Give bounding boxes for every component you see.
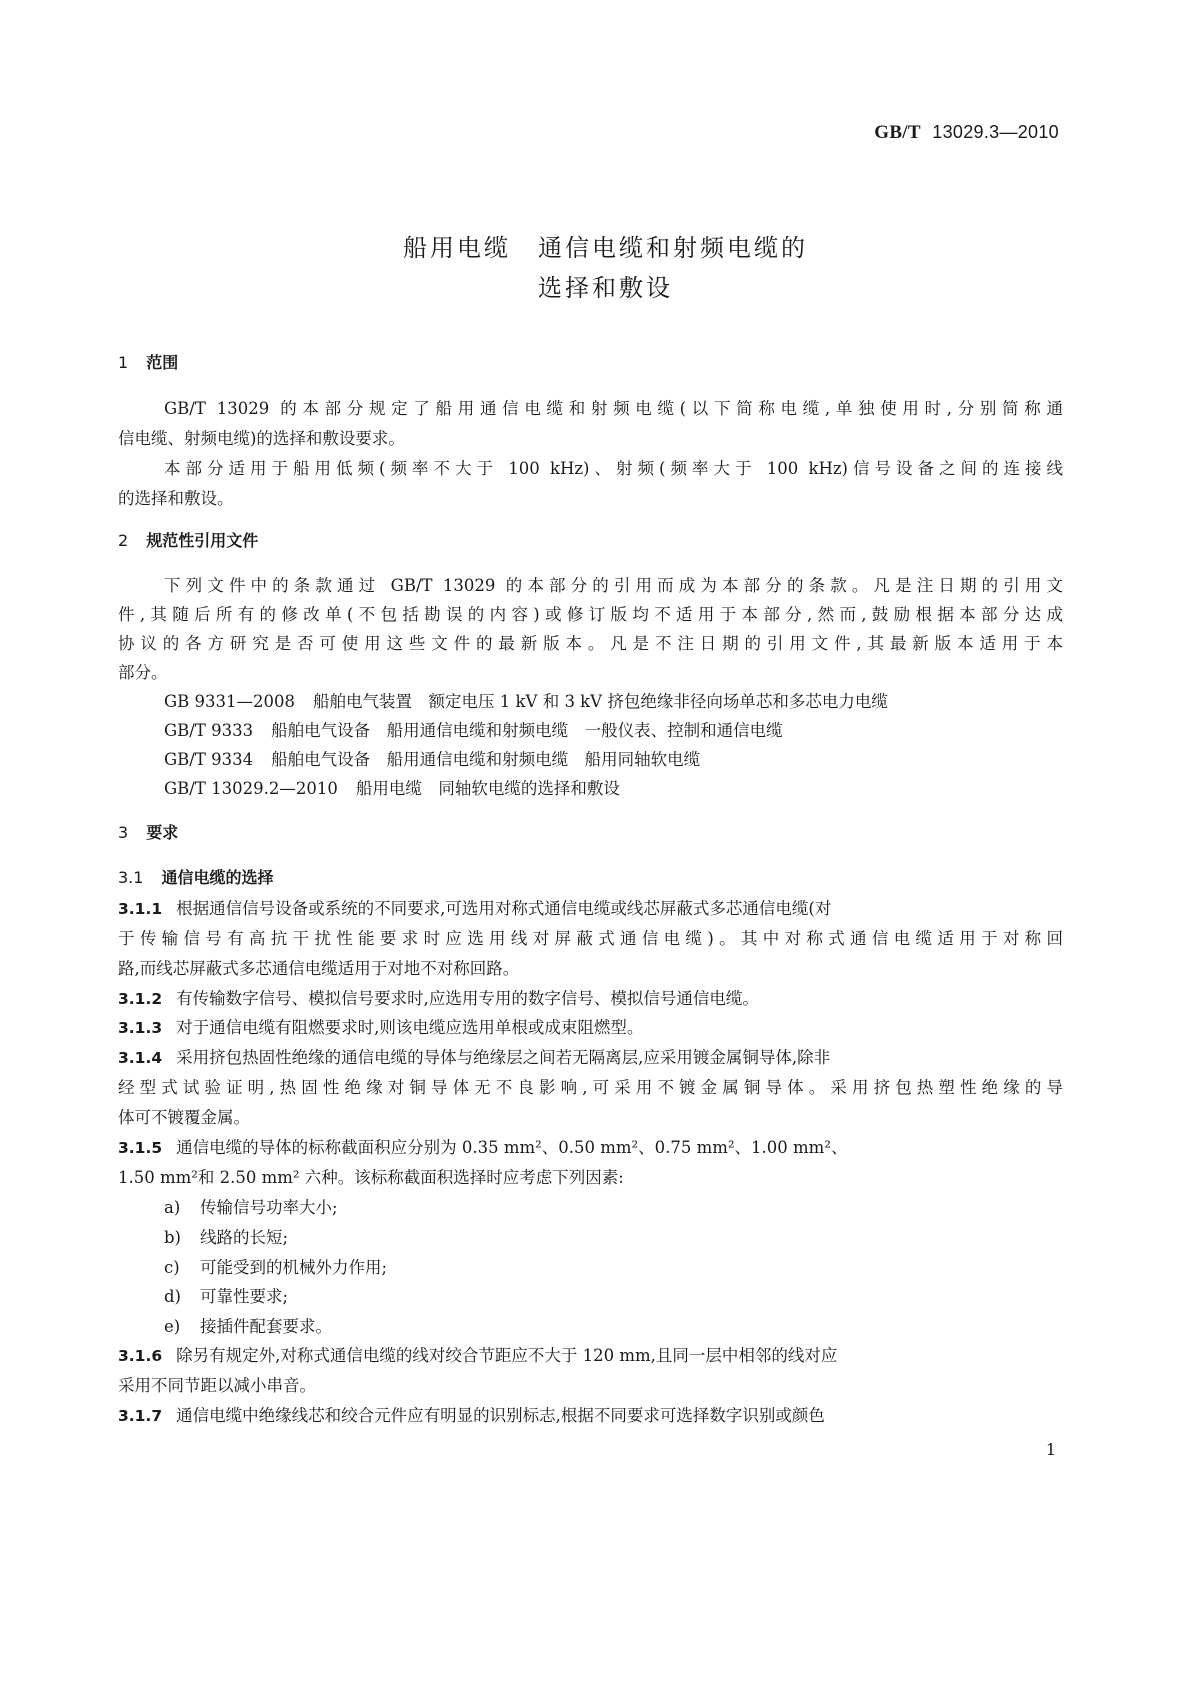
clause-3-1-7-line-1: 3.1.7 通信电缆中绝缘线芯和绞合元件应有明显的识别标志,根据不同要求可选择数字识别或颜色 [118,1406,825,1425]
document-title [0,228,1191,308]
section-1-para-1-line-1: GB/T 13029 的本部分规定了船用通信电缆和射频电缆(以下简称电缆,单独使用时,分别简称通 [164,399,1063,418]
clause-3-1-3: 3.1.3 对于通信电缆有阻燃要求时,则该电缆应选用单根或成束阻燃型。 [118,1018,644,1037]
standard-number: 13029.3—2010 [932,122,1059,142]
section-3-1-heading: 3.1 通信电缆的选择 [118,868,274,887]
clause-3-1-4-line-3: 体可不镀覆金属。 [118,1108,250,1127]
list-item: e) 接插件配套要求。 [164,1317,332,1336]
section-2-para-line-3: 协议的各方研究是否可使用这些文件的最新版本。凡是不注日期的引用文件,其最新版本适用于本 [118,634,1063,653]
list-item: c) 可能受到的机械外力作用; [164,1258,388,1277]
reference-item: GB/T 9334 船舶电气设备 船用通信电缆和射频电缆 船用同轴软电缆 [164,750,701,769]
section-1-heading: 1 范围 [118,353,179,372]
clause-3-1-5-line-1: 3.1.5 通信电缆的导体的标称截面积应分别为 0.35 mm²、0.50 mm²、0.75 mm²、1.00 mm²、 [118,1138,848,1157]
list-item: a) 传输信号功率大小; [164,1198,338,1217]
section-3-heading: 3 要求 [118,823,179,842]
standard-prefix: GB/T [874,122,921,143]
section-1-para-2-line-2: 的选择和敷设。 [118,489,234,508]
reference-item: GB 9331—2008 船舶电气装置 额定电压 1 kV 和 3 kV 挤包绝缘非径向场单芯和多芯电力电缆 [164,692,888,711]
page-number: 1 [1045,1440,1056,1459]
list-item: b) 线路的长短; [164,1228,289,1247]
clause-3-1-4-line-2: 经型式试验证明,热固性绝缘对铜导体无不良影响,可采用不镀金属铜导体。采用挤包热塑性绝缘的导 [118,1078,1063,1097]
clause-3-1-4-line-1: 3.1.4 采用挤包热固性绝缘的通信电缆的导体与绝缘层之间若无隔离层,应采用镀金属铜导体,除非 [118,1048,831,1067]
clause-3-1-1-line-1: 3.1.1 根据通信信号设备或系统的不同要求,可选用对称式通信电缆或线芯屏蔽式多芯通信电缆(对 [118,899,832,918]
list-item: d) 可靠性要求; [164,1287,289,1306]
clause-3-1-6-line-2: 采用不同节距以减小串音。 [118,1376,316,1395]
clause-3-1-1-line-2: 于传输信号有高抗干扰性能要求时应选用线对屏蔽式通信电缆)。其中对称式通信电缆适用于对称回 [118,929,1063,948]
section-2-heading: 2 规范性引用文件 [118,531,259,550]
section-2-para-line-1: 下列文件中的条款通过 GB/T 13029 的本部分的引用而成为本部分的条款。凡是注日期的引用文 [164,576,1063,595]
reference-item: GB/T 9333 船舶电气设备 船用通信电缆和射频电缆 一般仪表、控制和通信电缆 [164,721,783,740]
title-line-2: 选择和敷设 [538,274,673,302]
clause-3-1-1-line-3: 路,而线芯屏蔽式多芯通信电缆适用于对地不对称回路。 [118,959,520,978]
section-1-para-2-line-1: 本部分适用于船用低频(频率不大于 100 kHz)、射频(频率大于 100 kHz)信号设备之间的连接线 [164,459,1063,478]
clause-3-1-2: 3.1.2 有传输数字信号、模拟信号要求时,应选用专用的数字信号、模拟信号通信电缆。 [118,989,759,1008]
clause-3-1-5-line-2: 1.50 mm²和 2.50 mm² 六种。该标称截面积选择时应考虑下列因素: [118,1168,624,1187]
title-line-1: 船用电缆 通信电缆和射频电缆的 [403,234,808,262]
section-2-para-line-4: 部分。 [118,663,168,682]
section-2-para-line-2: 件,其随后所有的修改单(不包括勘误的内容)或修订版均不适用于本部分,然而,鼓励根据本部分达成 [118,605,1063,624]
reference-item: GB/T 13029.2—2010 船用电缆 同轴软电缆的选择和敷设 [164,779,620,798]
standard-code [874,122,1059,144]
clause-3-1-6-line-1: 3.1.6 除另有规定外,对称式通信电缆的线对绞合节距应不大于 120 mm,且同一层中相邻的线对应 [118,1346,838,1365]
section-1-para-1-line-2: 信电缆、射频电缆)的选择和敷设要求。 [118,429,405,448]
